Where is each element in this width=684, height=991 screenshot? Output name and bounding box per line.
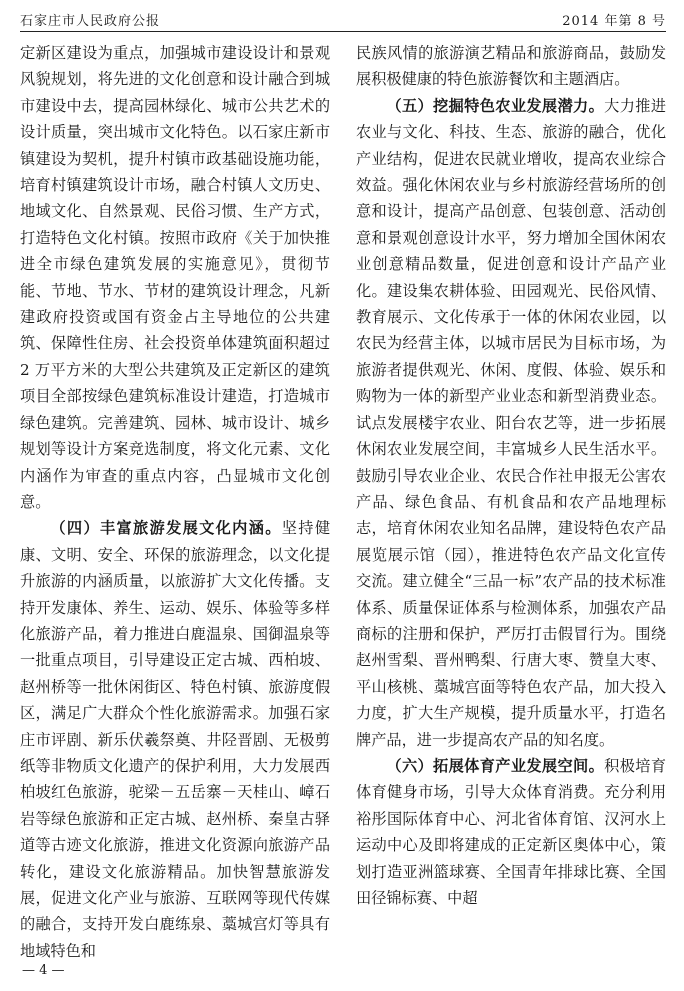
paragraph-sports bbox=[356, 753, 666, 911]
section-heading-tourism: （四）丰富旅游发展文化内涵。 bbox=[50, 519, 282, 538]
paragraph-sports-body: 积极培育体育健身市场，引导大众体育消费。充分利用裕彤国际体育中心、河北省体育馆、汉河水上运动中心及即将建成的正定新区奥体中心，策划打造亚洲篮球赛、全国青年排球比赛、全国田径锦标赛、中超 bbox=[356, 756, 667, 907]
paragraph-agriculture-body: 大力推进农业与文化、科技、生态、旅游的融合，优化产业结构，促进农民就业增收，提高农业综合效益。强化休闲农业与乡村旅游经营场所的创意和设计，提高产品创意、包装创意、活动创意和景观创意设计水平，努力增加全国休闲农业创意精品数量，促进创意和设计产品产业化。建设集农耕体验、田园观光、民俗风情、教育展示、文化传承于一体的休闲农业园，以农民为经营主体，以城市居民为目标市场，为旅游者提供观光、休闲、度假、体验、娱乐和购物为一体的新型产业业态和新型消费业态。试点发展楼宇农业、阳台农艺等，进一步拓展休闲农业发展空间，丰富城乡人民生活水平。鼓励引导农业企业、农民合作社申报无公害农产品、绿色食品、有机食品和农产品地理标志，培育休闲农业知名品牌，建设特色农产品展览展示馆（园），推进特色农产品文化宣传交流。建立健全“三品一标”农产品的技术标准体系、质量保证体系与检测体系，加强农产品商标的注册和保护，严厉打击假冒行为。围绕赵州雪梨、晋州鸭梨、行唐大枣、赞皇大枣、平山核桃、藁城宫面等特色农产品，加大投入力度，扩大生产规模，提升质量水平，打造名牌产品，进一步提高农产品的知名度。 bbox=[356, 96, 667, 749]
paragraph-agriculture bbox=[356, 93, 666, 753]
page-header bbox=[20, 10, 666, 32]
journal-title: 石家庄市人民政府公报 bbox=[20, 14, 161, 29]
issue-number: 2014 年第 8 号 bbox=[562, 14, 666, 29]
paragraph-tourism-body: 坚持健康、文明、安全、环保的旅游理念，以文化提升旅游的内涵质量，以旅游扩大文化传播。支持开发康体、养生、运动、娱乐、体验等多样化旅游产品，着力推进白鹿温泉、国御温泉等一批重点项目，引导建设正定古城、西柏坡、赵州桥等一批休闲街区、特色村镇、旅游度假区，满足广大群众个性化旅游需求。加强石家庄市评剧、新乐伏羲祭奠、井陉晋剧、无极剪纸等非物质文化遗产的保护利用，大力发展西柏坡红色旅游，驼梁－五岳寨－天桂山、嶂石岩等绿色旅游和正定古城、赵州桥、秦皇古驿道等古迹文化旅游，推进文化资源向旅游产品转化，建设文化旅游精品。加快智慧旅游发展，促进文化产业与旅游、互联网等现代传媒的融合，支持开发白鹿练泉、藁城宫灯等具有地域特色和 bbox=[20, 519, 331, 960]
paragraph-continued: 定新区建设为重点，加强城市建设设计和景观风貌规划，将先进的文化创意和设计融合到城市建设中去，提高园林绿化、城市公共艺术的设计质量，突出城市文化特色。以石家庄新市镇建设为契机，提升村镇市政基础设施功能，培育村镇建筑设计市场，融合村镇人文历史、地域文化、自然景观、民俗习惯、生产方式，打造特色文化村镇。按照市政府《关于加快推进全市绿色建筑发展的实施意见》，贯彻节能、节地、节水、节材的建筑设计理念，凡新建政府投资或国有资金占主导地位的公共建筑、保障性住房、社会投资单体建筑面积超过 2 万平方米的大型公共建筑及正定新区的建筑项目全部按绿色建筑标准设计建造，打造城市绿色建筑。完善建筑、园林、城市设计、城乡规划等设计方案竞选制度，将文化元素、文化内涵作为审查的重点内容，凸显城市文化创意。 bbox=[20, 44, 330, 511]
right-column bbox=[356, 40, 666, 911]
header-rule bbox=[20, 31, 666, 32]
page-number: — 4 — bbox=[22, 963, 65, 978]
section-heading-sports: （六）拓展体育产业发展空间。 bbox=[386, 756, 605, 775]
paragraph-tourism bbox=[20, 515, 330, 964]
paragraph-continued-right: 民族风情的旅游演艺精品和旅游商品，鼓励发展积极健康的特色旅游餐饮和主题酒店。 bbox=[356, 44, 666, 89]
section-heading-agriculture: （五）挖掘特色农业发展潜力。 bbox=[386, 96, 605, 115]
left-column bbox=[20, 40, 330, 964]
